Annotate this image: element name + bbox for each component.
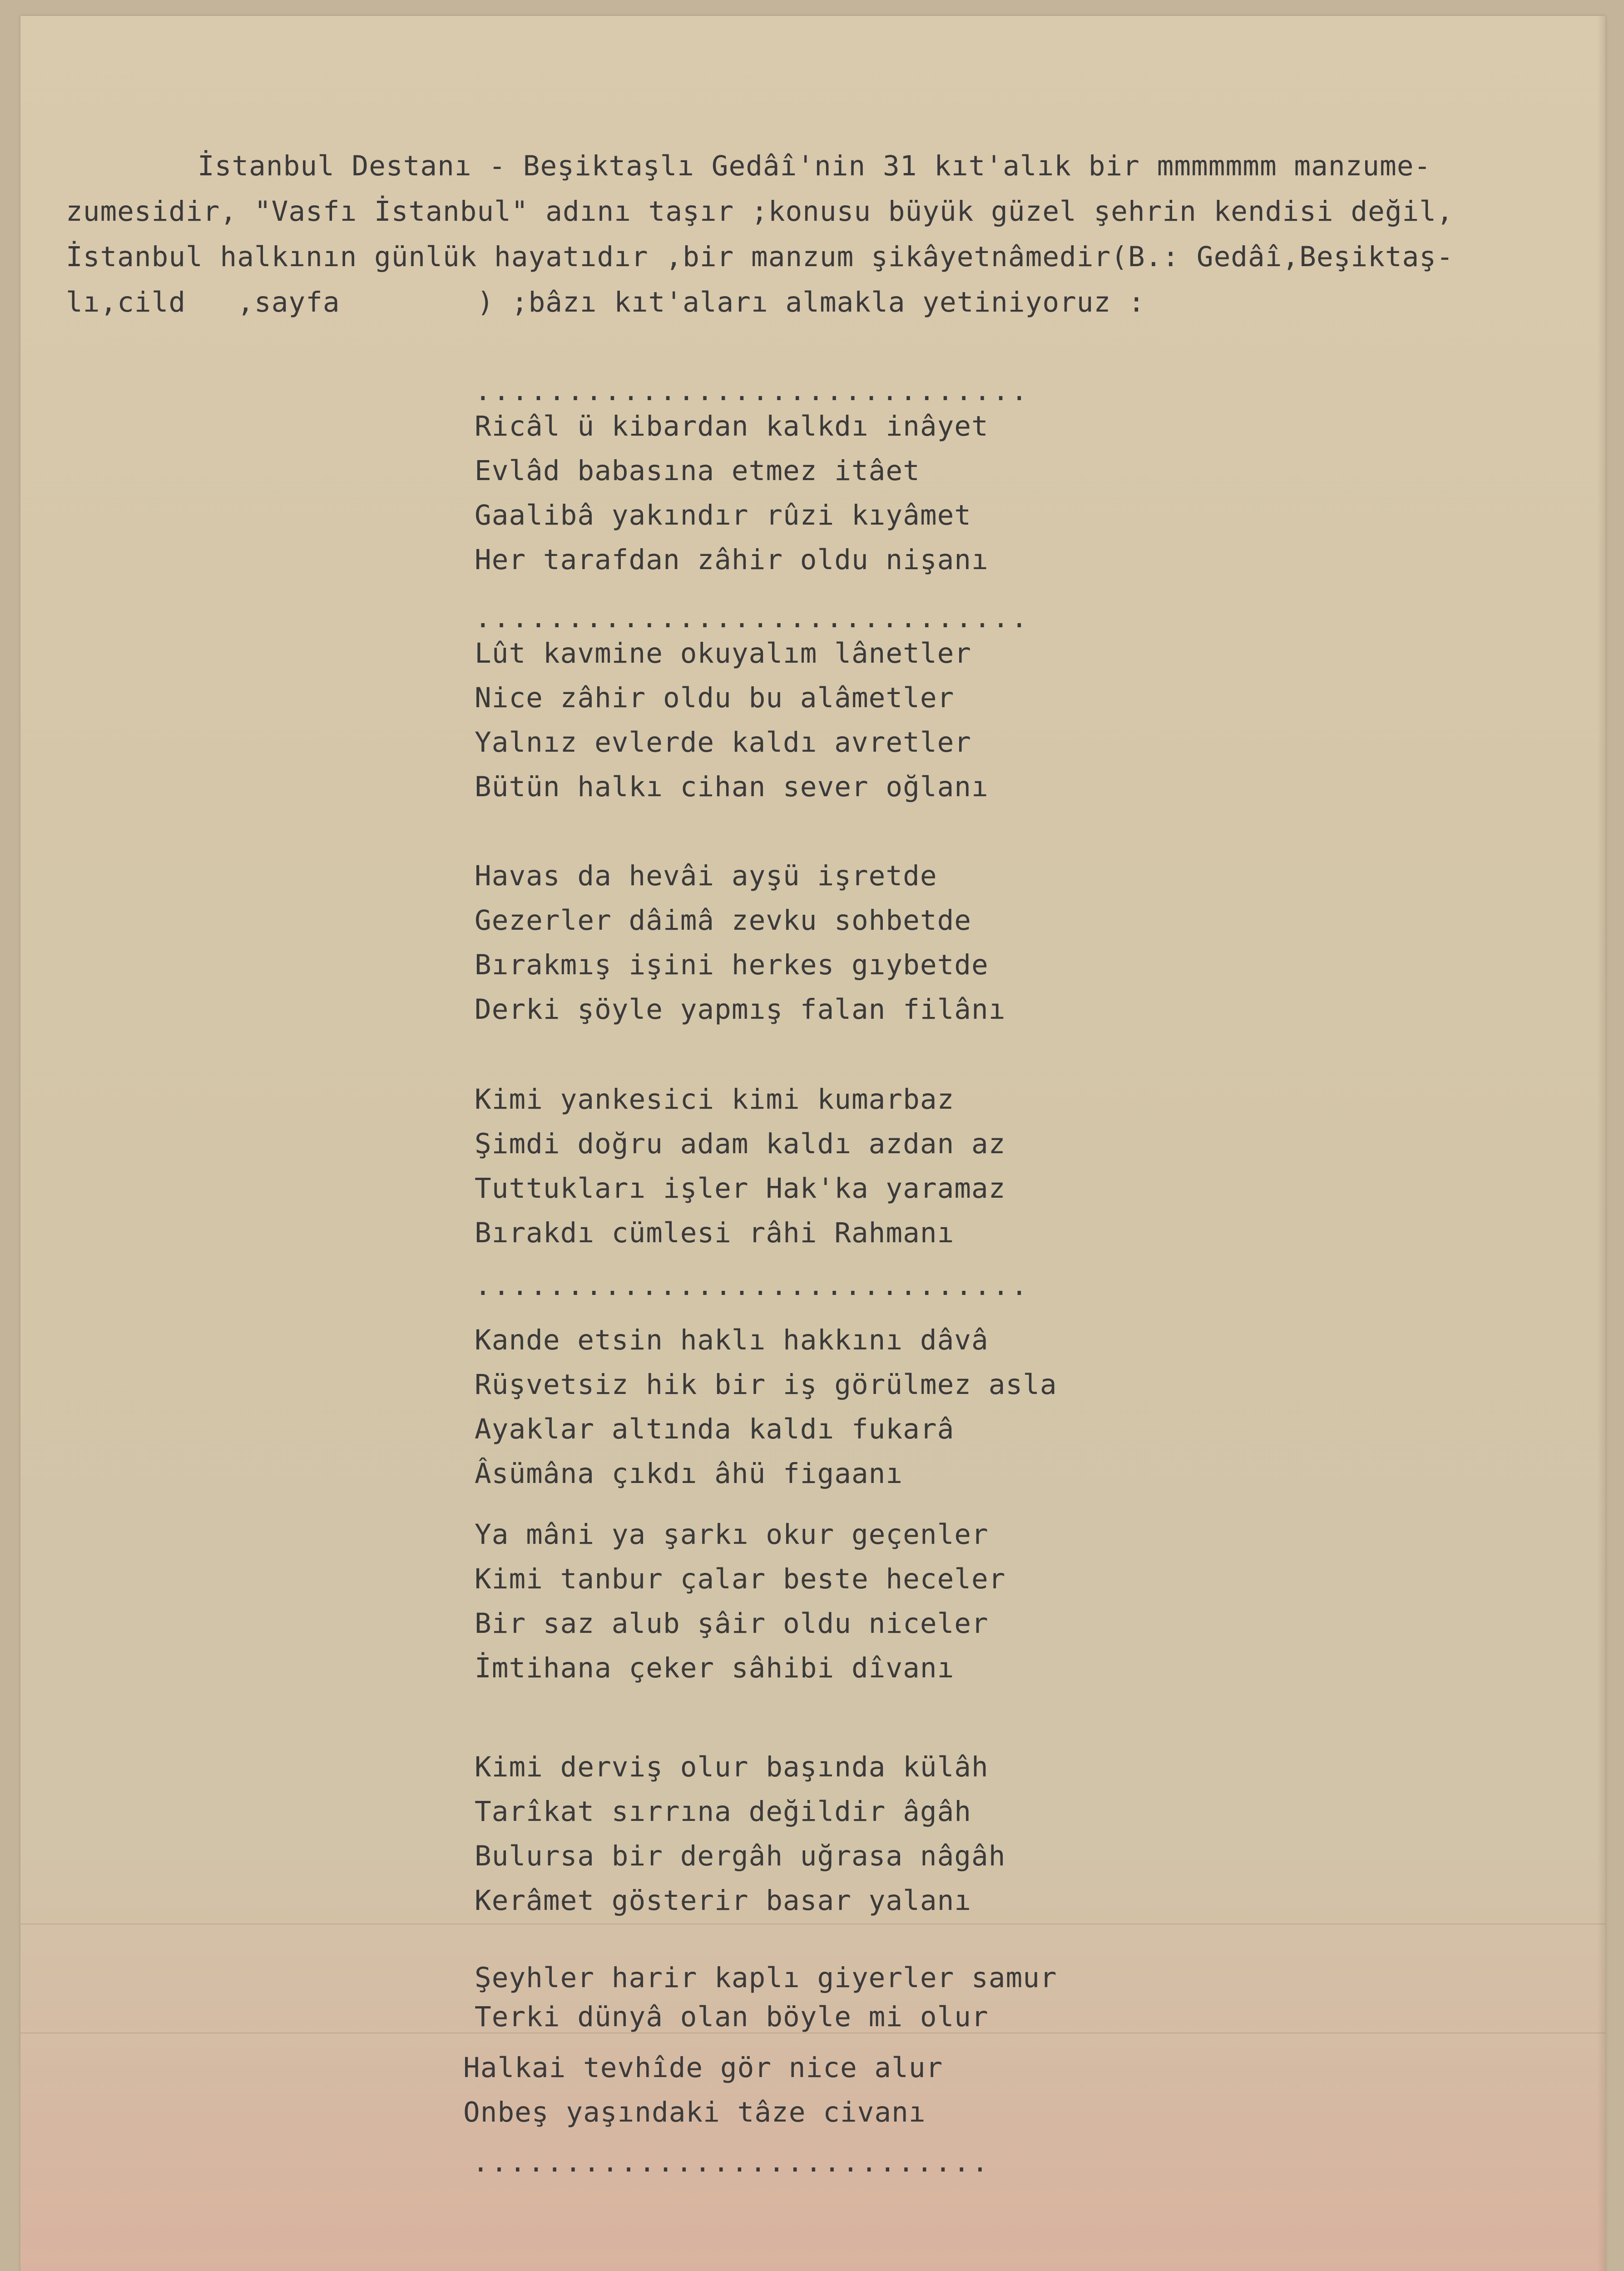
poem-line: Her tarafdan zâhir oldu nişanı [475, 544, 989, 576]
poem-line: Şimdi doğru adam kaldı azdan az [475, 1128, 1006, 1160]
poem-line: Kimi yankesici kimi kumarbaz [475, 1083, 955, 1116]
poem-line: Yalnız evlerde kaldı avretler [475, 726, 972, 759]
poem-line: Ayaklar altında kaldı fukarâ [475, 1413, 955, 1445]
poem-line: Kimi tanbur çalar beste heceler [475, 1563, 1006, 1595]
poem-line: İmtihana çeker sâhibi dîvanı [475, 1652, 955, 1684]
poem-line: Kerâmet gösterir basar yalanı [475, 1884, 972, 1917]
poem-line: Onbeş yaşındaki tâze civanı [463, 2096, 926, 2128]
poem-line: Kimi derviş olur başında külâh [475, 1751, 989, 1783]
ellipsis-separator: .............................. [475, 602, 1030, 634]
poem-line: Rüşvetsiz hik bir iş görülmez asla [475, 1369, 1057, 1401]
ellipsis-separator: .............................. [475, 1269, 1030, 1302]
poem-line: Ricâl ü kibardan kalkdı inâyet [475, 410, 989, 442]
poem-line: Âsümâna çıkdı âhü figaanı [475, 1458, 903, 1490]
ellipsis-separator: ............................ [472, 2146, 990, 2178]
intro-line: İstanbul Destanı - Beşiktaşlı Gedâî'nin 31 kıt'alık bir mmmmmmm manzume- [198, 150, 1431, 182]
poem-line: Bir saz alub şâir oldu niceler [475, 1607, 989, 1640]
poem-line: Tarîkat sırrına değildir âgâh [475, 1795, 972, 1828]
poem-line: Lût kavmine okuyalım lânetler [475, 637, 972, 669]
poem-line: Havas da hevâi ayşü işretde [475, 860, 937, 892]
poem [20, 16, 1605, 2271]
poem-line: Evlâd babasına etmez itâet [475, 455, 920, 487]
poem-line: Kande etsin haklı hakkını dâvâ [475, 1324, 989, 1356]
poem-line: Bırakdı cümlesi râhi Rahmanı [475, 1217, 955, 1249]
poem-line: Derki şöyle yapmış falan filânı [475, 993, 1006, 1026]
poem-line: Gezerler dâimâ zevku sohbetde [475, 904, 972, 937]
poem-line: Bırakmış işini herkes gıybetde [475, 949, 989, 981]
poem-line: Gaalibâ yakındır rûzi kıyâmet [475, 499, 972, 531]
poem-line: Terki dünyâ olan böyle mi olur [475, 2001, 989, 2033]
poem-line: Bulursa bir dergâh uğrasa nâgâh [475, 1840, 1006, 1872]
intro-line: lı,cild ,sayfa ) ;bâzı kıt'aları almakla yetiniyoruz : [66, 286, 1145, 318]
intro-line: İstanbul halkının günlük hayatıdır ,bir manzum şikâyetnâmedir(B.: Gedâî,Beşiktaş- [66, 241, 1454, 273]
poem-line: Halkai tevhîde gör nice alur [463, 2052, 943, 2084]
poem-line: Bütün halkı cihan sever oğlanı [475, 771, 989, 803]
poem-line: Şeyhler harir kaplı giyerler samur [475, 1962, 1057, 1994]
ellipsis-separator: .............................. [475, 375, 1030, 407]
poem-line: Tuttukları işler Hak'ka yaramaz [475, 1172, 1006, 1205]
intro-line: zumesidir, "Vasfı İstanbul" adını taşır ;konusu büyük güzel şehrin kendisi değil, [66, 195, 1454, 228]
poem-line: Nice zâhir oldu bu alâmetler [475, 682, 955, 714]
poem-line: Ya mâni ya şarkı okur geçenler [475, 1518, 989, 1551]
document-page [20, 16, 1605, 2271]
